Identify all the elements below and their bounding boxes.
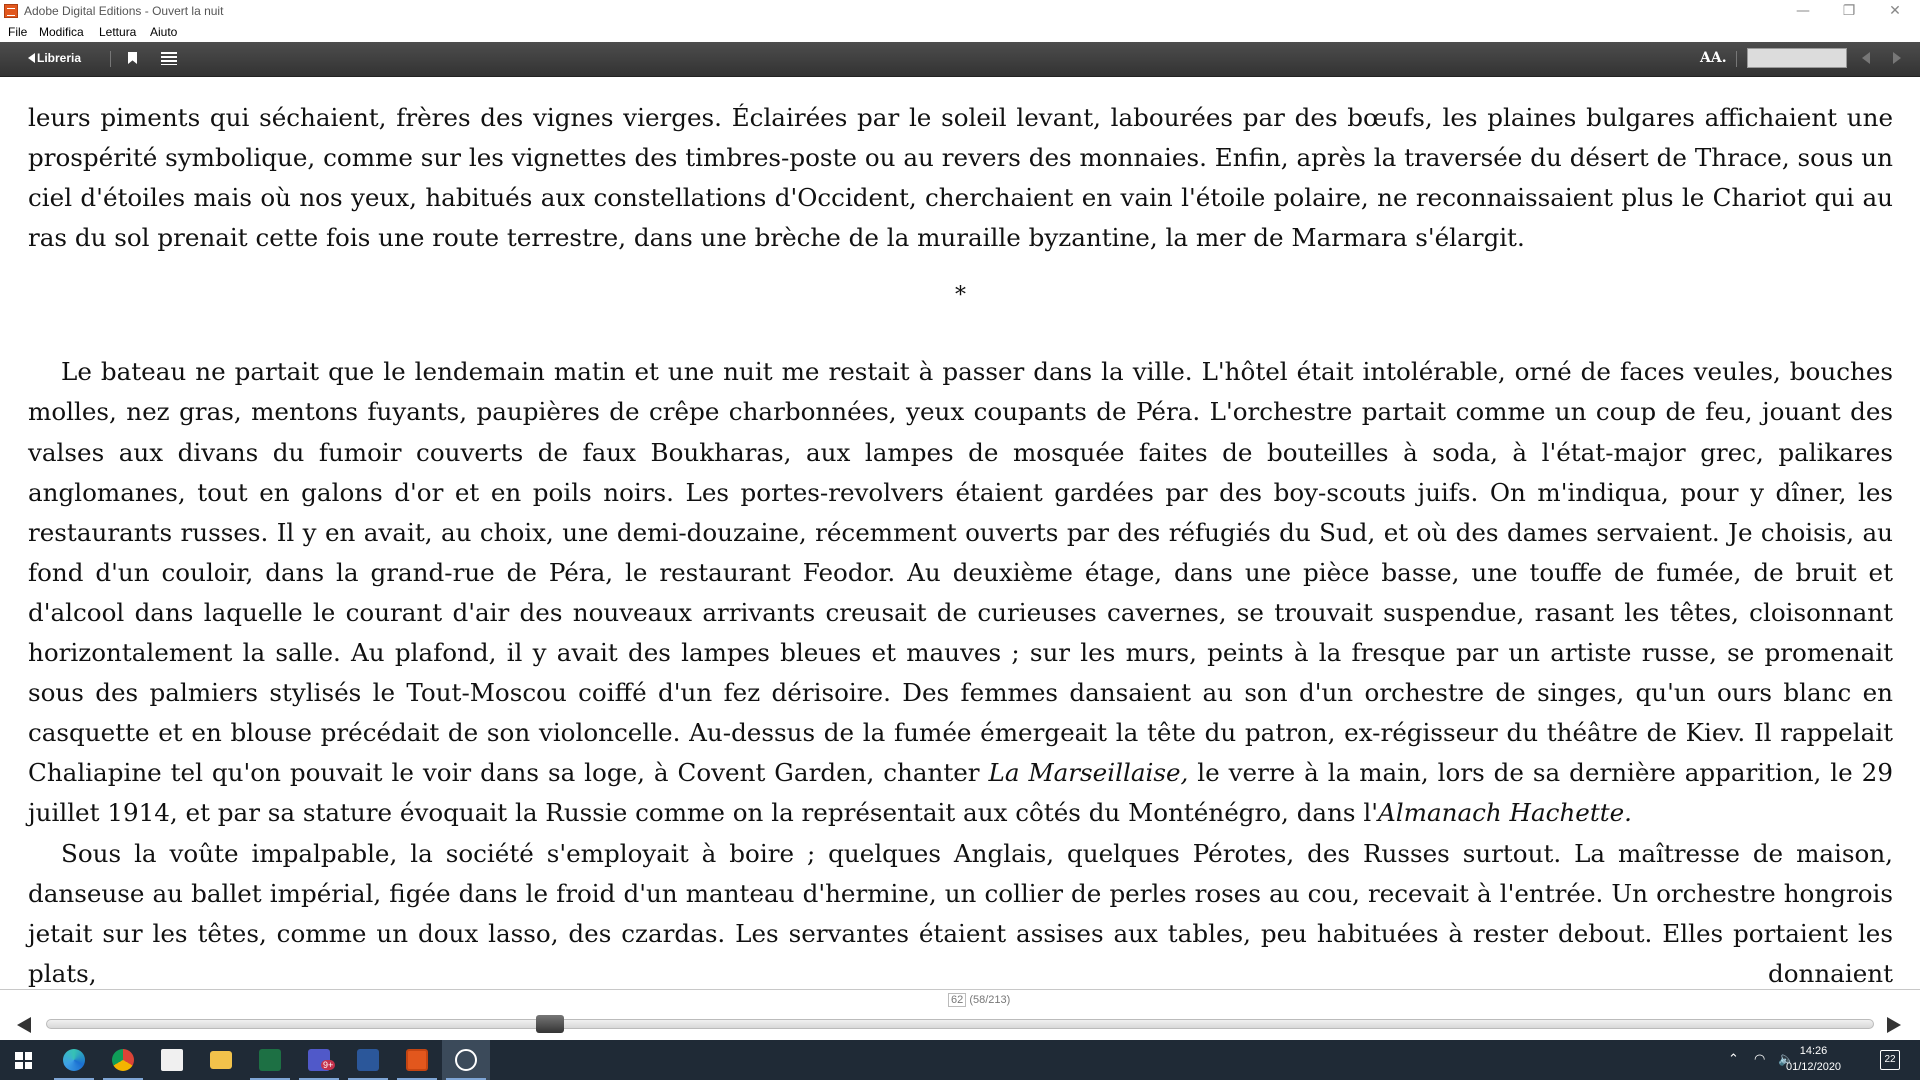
toolbar-divider xyxy=(110,51,111,67)
taskbar-chrome[interactable] xyxy=(99,1040,147,1080)
menu-bar xyxy=(0,22,1920,42)
previous-page-icon[interactable] xyxy=(1862,52,1870,64)
windows-taskbar xyxy=(0,1040,1920,1080)
clock-time: 14:26 xyxy=(1799,1045,1828,1057)
book-paragraph: Sous la voûte impalpable, la société s'employait à boire ; quelques Anglais, quelques Pérotes, des Russes surtout. La maîtresse de maison, danseuse au ballet impérial, figée dans le froid d'un manteau d'hermine, un collier de perles roses au cou, recevait à l'entrée. Un orchestre hongrois jetait sur les têtes, comme un doux lasso, des czardas. Les servantes étaient assises aux tables, peu habituées à rester debout. Elles portaient les plats, donnaient xyxy=(28,838,1893,988)
book-page xyxy=(28,98,1893,1034)
restore-button[interactable]: ❐ xyxy=(1842,3,1856,19)
chrome-icon xyxy=(112,1049,134,1071)
scrollbar-thumb[interactable] xyxy=(536,1015,564,1033)
wifi-icon[interactable]: ◠ xyxy=(1754,1052,1766,1067)
chevron-up-icon[interactable]: ⌃ xyxy=(1728,1052,1739,1067)
menu-lettura[interactable]: Lettura xyxy=(99,25,137,39)
library-button-label: Libreria xyxy=(37,51,82,65)
taskbar-teams[interactable] xyxy=(295,1040,343,1080)
italic-title: La Marseillaise, xyxy=(988,758,1189,788)
taskbar-word[interactable] xyxy=(344,1040,392,1080)
menu-modifica[interactable]: Modifica xyxy=(39,25,84,39)
taskbar-file-explorer[interactable] xyxy=(197,1040,245,1080)
speaker-icon[interactable]: 🔈 xyxy=(1778,1052,1795,1067)
folder-icon xyxy=(210,1051,232,1069)
photos-icon xyxy=(455,1049,477,1071)
minimize-button[interactable]: — xyxy=(1796,3,1810,19)
library-button[interactable] xyxy=(28,51,81,65)
italic-title: Almanach Hachette. xyxy=(1378,798,1632,828)
paragraph-text: le verre à la main, lors de sa dernière apparition, le 29 juillet 1914, et par sa stature évoquait la Russie comme on la représentait aux côtés du Monténégro, dans l' xyxy=(28,758,1893,828)
back-arrow-icon xyxy=(28,53,35,63)
adobe-digital-editions-icon xyxy=(4,4,18,18)
table-of-contents-icon[interactable] xyxy=(161,52,177,65)
page-indicator xyxy=(948,994,1010,1006)
reader-toolbar xyxy=(0,42,1920,77)
excel-icon xyxy=(259,1049,281,1071)
taskbar-edge[interactable] xyxy=(50,1040,98,1080)
paragraph-text: Le bateau ne partait que le lendemain matin et une nuit me restait à passer dans la ville. L'hôtel était intolérable, orné de faces veules, bouches molles, nez gras, mentons fuyants, paupières de crêpe charbonnées, yeux coupants de Péra. L'orchestre partait comme un coup de feu, jouant des valses aux divans du fumoir couverts de faux Boukharas, aux lampes de mosquée faites de bouteilles à soda, à l'état-major grec, palikares anglomanes, tout en galons d'or et en poils noirs. Les portes-revolvers étaient gardées par des boy-scouts juifs. On m'indiqua, pour y dîner, les restaurants russes. Il y en avait, au choix, une demi-douzaine, récemment ouverts par des réfugiés du Sud, et où des dames servaient. Je choisis, au fond d'un couloir, dans la grand-rue de Péra, le restaurant Feodor. Au deuxième étage, dans une pièce basse, une touffe de fumée, de bruit et d'alcool dans laquelle le courant d'air des nouveaux arrivants creusait de curieuses cavernes, se trouvait suspendue, rasant les têtes, cloisonnant horizontalement la salle. Au plafond, il y avait des lampes bleues et mauves ; sur les murs, peints à la fresque par un artiste russe, se promenait sous des palmiers stylisés le Tout-Moscou coiffé d'un fez dérisoire. Des femmes dansaient au son d'un orchestre de singes, qu'un ours blanc en casquette et en blouse précédait de son violoncelle. Au-dessus de la fumée émergeait la tête du patron, ex-régisseur du théâtre de Kiev. Il rappelait Chaliapine tel qu'on pouvait le voir dans sa loge, à Covent Garden, chanter xyxy=(28,357,1893,788)
edge-icon xyxy=(63,1049,85,1071)
bookmark-icon[interactable] xyxy=(128,52,137,64)
title-bar xyxy=(0,0,1920,22)
store-icon xyxy=(161,1049,183,1071)
bottom-divider xyxy=(0,989,1920,990)
font-size-icon[interactable]: AA. xyxy=(1700,50,1727,66)
current-page: 62 xyxy=(948,993,966,1007)
taskbar-photos[interactable] xyxy=(442,1040,490,1080)
close-button[interactable]: ✕ xyxy=(1889,3,1901,19)
next-page-arrow-icon[interactable] xyxy=(1887,1017,1901,1033)
next-page-icon[interactable] xyxy=(1893,52,1901,64)
adobe-digital-editions-icon xyxy=(406,1049,428,1071)
page-detail: (58/213) xyxy=(969,994,1011,1006)
clock-date: 01/12/2020 xyxy=(1786,1061,1842,1073)
windows-icon xyxy=(15,1052,32,1069)
previous-page-arrow-icon[interactable] xyxy=(17,1017,31,1033)
page-scrollbar[interactable] xyxy=(46,1019,1874,1029)
word-icon xyxy=(357,1049,379,1071)
taskbar-store[interactable] xyxy=(148,1040,196,1080)
notification-center-icon[interactable]: 22 xyxy=(1880,1050,1900,1070)
system-clock[interactable] xyxy=(1786,1043,1841,1075)
toolbar-divider xyxy=(1736,51,1737,67)
section-separator: * xyxy=(955,283,966,309)
book-paragraph: leurs piments qui séchaient, frères des vignes vierges. Éclairées par le soleil levant, labourées par des bœufs, les plaines bulgares affichaient une prospérité symbolique, comme sur les vignettes des timbres-poste ou au revers des monnaies. Enfin, après la traversée du désert de Thrace, sous un ciel d'étoiles mais où nos yeux, habitués aux constellations d'Occident, cherchaient en vain l'étoile polaire, ne reconnaissaient plus le Chariot qui au ras du sol prenait cette fois une route terrestre, dans une brèche de la muraille byzantine, la mer de Marmara s'élargit. xyxy=(28,103,1893,253)
taskbar-adobe-digital-editions[interactable] xyxy=(393,1040,441,1080)
search-input[interactable] xyxy=(1747,48,1847,68)
menu-aiuto[interactable]: Aiuto xyxy=(150,25,178,39)
teams-badge: 9+ xyxy=(323,1060,334,1070)
window-title: Adobe Digital Editions - Ouvert la nuit xyxy=(24,4,224,18)
taskbar-excel[interactable] xyxy=(246,1040,294,1080)
book-paragraph xyxy=(28,352,1893,833)
start-button[interactable] xyxy=(0,1040,48,1080)
menu-file[interactable]: File xyxy=(8,25,28,39)
